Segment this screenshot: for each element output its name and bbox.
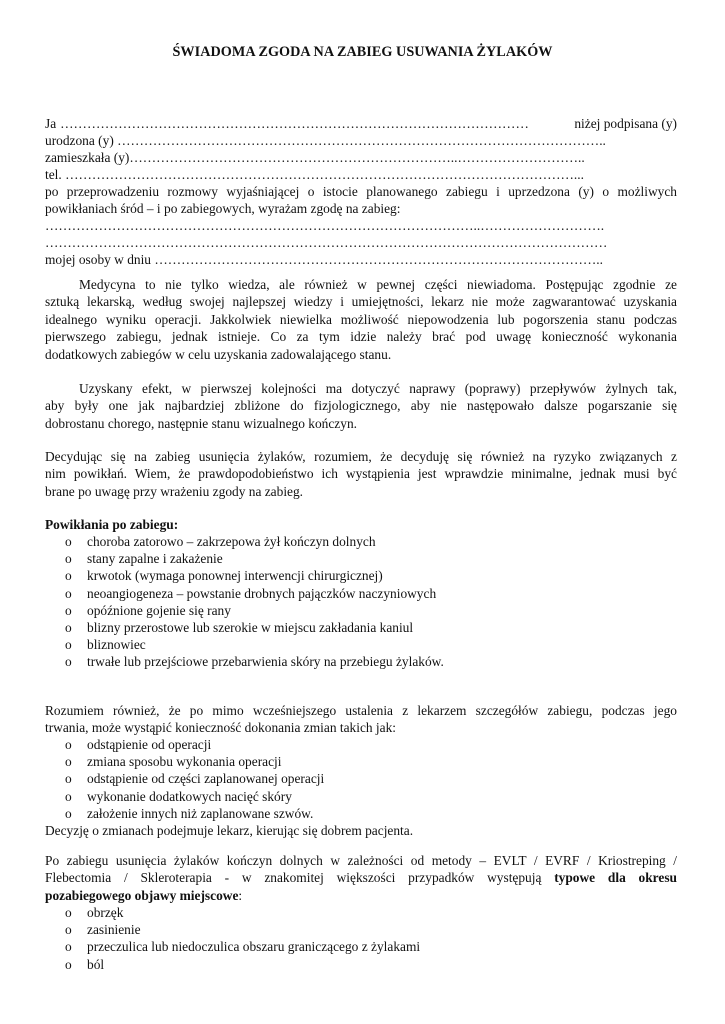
paragraph-line: idealnego wyniku operacji. Jakkolwiek niewielka możliwość niepowodzenia lub pogorszenia stanu podczas [45,311,677,327]
bullet-icon: o [65,754,72,770]
bullet-icon: o [65,905,72,920]
bullet-icon: o [65,534,72,549]
bullet-icon: o [65,805,72,821]
paragraph-line: pozabiegowego objawy miejscowe: [45,887,243,903]
paragraph-line: trwania, może wystąpić konieczność dokonania zmian takich jak: [45,720,397,736]
list-item: o zmiana sposobu wykonania operacji [65,754,282,770]
bullet-icon: o [65,568,72,584]
paragraph-line: Rozumiem również, że po mimo wcześniejszego ustalenia z lekarzem szczegółów zabiegu, podczas jego [45,703,677,718]
name-suffix: niżej podpisana (y) [574,116,677,131]
bold-phrase: pozabiegowego objawy miejscowe [45,887,239,903]
paragraph-line: nim powikłań. Wiem, że prawdopodobieństwo ich wystąpienia jest wprawdzie minimalne, jednak musi być [45,466,677,482]
phone-line[interactable]: tel. ……………………………………………………………………………………………………... [45,167,584,182]
list-item: o bliznowiec [65,637,146,653]
paragraph-line: dodatkowych zabiegów w celu uzyskania zadowalającego stanu. [45,346,392,362]
date-line[interactable]: mojej osoby w dniu ……………………………………………………………………………………….. [45,252,603,267]
name-field-dots[interactable]: …………………………………………………………………………………………… [60,116,529,131]
address-line[interactable]: zamieszkała (y)………………………………………………………………..……………………….. [45,150,585,165]
paragraph-line: pierwszego zabiegu, jednak istnieje. Co za tym idzie należy brać pod uwagę konieczność wykonania [45,329,677,345]
bullet-icon: o [65,551,72,567]
list-item: o odstąpienie od operacji [65,737,212,752]
symptoms-section [45,904,677,973]
changes-list [45,736,677,822]
bullet-icon: o [65,939,72,955]
list-item: o stany zapalne i zakażenie [65,551,223,567]
list-item: o zasinienie [65,922,141,938]
bullet-icon: o [65,788,72,804]
list-item: o wykonanie dodatkowych nacięć skóry [65,788,292,804]
paragraph-line: Po zabiegu usunięcia żylaków kończyn dolnych w zależności od metody – EVLT / EVRF / Kriostreping / [45,853,677,868]
changes-section [45,736,677,839]
intro-line-1: po przeprowadzeniu rozmowy wyjaśniającej o istocie planowanego zabiegu i uprzedzona (y) o możliwych [45,184,677,199]
paragraph-effect [45,380,677,432]
bullet-icon: o [65,585,72,601]
complications-list [45,533,677,671]
list-item: o ból [65,956,105,972]
personal-data-form [45,115,677,268]
changes-footer: Decyzję o zmianach podejmuje lekarz, kierując się dobrem pacjenta. [45,822,414,838]
paragraph-line: Flebectomia / Skleroterapia - w znakomitej większości przypadków występują typowe dla okresu [45,870,677,886]
list-item: o przeczulica lub niedoczulica obszaru graniczącego z żylakami [65,939,421,955]
list-item: o obrzęk [65,905,124,920]
list-item: o założenie innych niż zaplanowane szwów. [65,805,314,821]
bullet-icon: o [65,637,72,653]
paragraph-risk [45,448,677,500]
bullet-icon: o [65,922,72,938]
document-title: ŚWIADOMA ZGODA NA ZABIEG USUWANIA ŻYLAKÓW [172,44,553,60]
complications-heading: Powikłania po zabiegu: [45,517,179,532]
bullet-icon: o [65,654,72,670]
list-item: o opóźnione gojenie się rany [65,602,231,618]
paragraph-line: Decydując się na zabieg usunięcia żylaków, rozumiem, że decyduję się również na ryzyko związanych z [45,449,677,464]
paragraph-line: Uzyskany efekt, w pierwszej kolejności ma dotyczyć naprawy (poprawy) przepływów żylnych tak, [79,381,677,396]
complications-section [45,516,677,671]
paragraph-after-surgery [45,852,677,904]
bullet-icon: o [65,737,72,752]
name-line [45,115,677,132]
paragraph-changes [45,702,677,737]
paragraph-line: brane po uwagę przy wrażeniu zgody na zabieg. [45,483,304,499]
birth-line[interactable]: urodzona (y) ……………………………………………………………………………………………….. [45,133,606,148]
bullet-icon: o [65,602,72,618]
paragraph-line: aby były one jak najbardziej zbliżone do fizjologicznego, aby nie następowało dalsze pogarszanie się [45,398,677,414]
bullet-icon: o [65,619,72,635]
paragraph-line: sztuką lekarską, według swojej najlepszej wiedzy i umiejętności, lekarz nie może zagwarantować uzyskania [45,294,677,310]
list-item: o blizny przerostowe lub szerokie w miejscu zakładania kaniul [65,619,414,635]
name-prefix: Ja [45,116,57,131]
intro-line-2: powikłaniach śród – i po zabiegowych, wyrażam zgodę na zabieg: [45,201,401,216]
list-item: o krwotok (wymaga ponownej interwencji chirurgicznej) [65,568,383,584]
list-item: o neoangiogeneza – powstanie drobnych pajączków naczyniowych [65,585,437,601]
paragraph-line: dobrostanu chorego, następnie stanu wizualnego kończyn. [45,415,357,431]
symptoms-list [45,904,677,973]
list-item: o odstąpienie od części zaplanowanej operacji [65,771,325,787]
list-item: o choroba zatorowo – zakrzepowa żył kończyn dolnych [65,534,376,549]
procedure-line-1[interactable]: ……………………………………………………………………………………..………………………. [45,218,605,233]
paragraph-medicine [45,276,677,363]
bullet-icon: o [65,956,72,972]
list-item: o trwałe lub przejściowe przebarwienia skóry na przebiegu żylaków. [65,654,444,670]
paragraph-line: Medycyna to nie tylko wiedza, ale również w pewnej części niewiadoma. Postępując zgodnie ze [79,277,677,292]
bold-phrase: typowe dla okresu [554,870,677,886]
bullet-icon: o [65,771,72,787]
procedure-line-2[interactable]: ……………………………………………………………………………………………………………… [45,235,608,250]
